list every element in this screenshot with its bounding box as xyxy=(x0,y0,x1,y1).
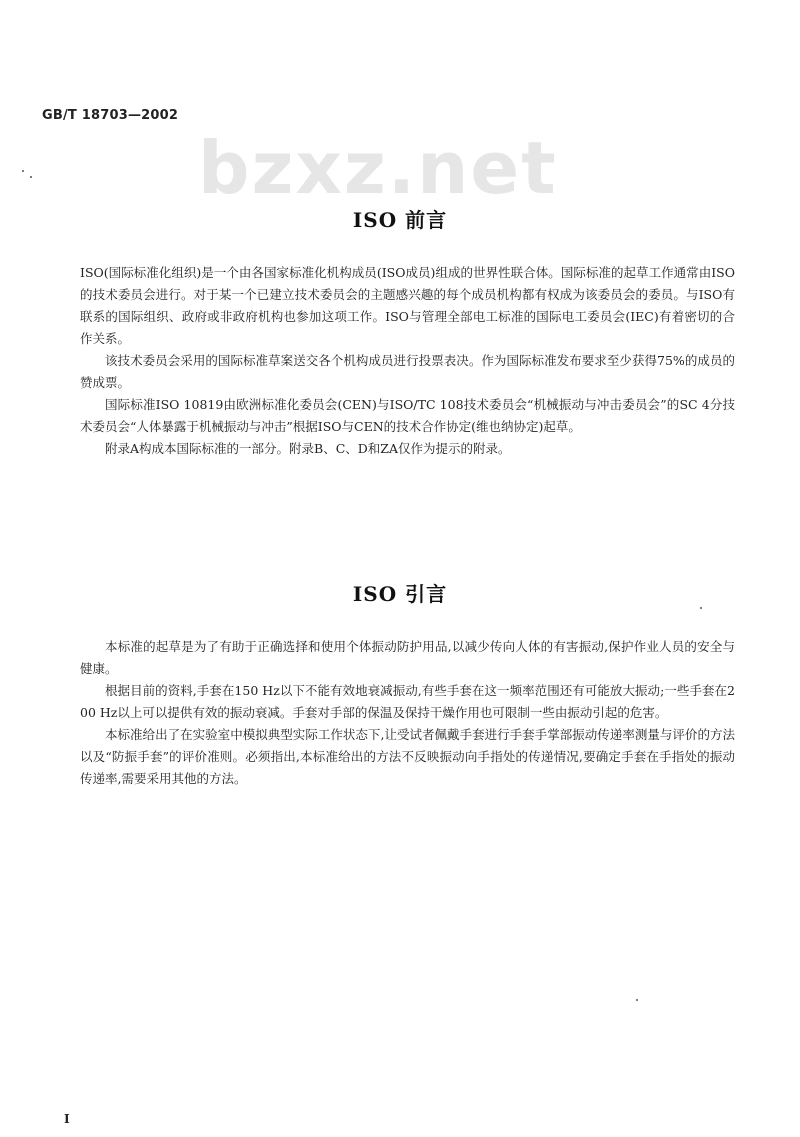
foreword-body xyxy=(80,262,735,460)
scan-speck xyxy=(22,170,24,172)
introduction-paragraph: 本标准的起草是为了有助于正确选择和使用个体振动防护用品,以减少传向人体的有害振动,保护作业人员的安全与健康。 xyxy=(80,639,735,676)
foreword-paragraph: 附录A构成本国际标准的一部分。附录B、C、D和ZA仅作为提示的附录。 xyxy=(105,441,511,456)
foreword-paragraph: ISO(国际标准化组织)是一个由各国家标准化机构成员(ISO成员)组成的世界性联合体。国际标准的起草工作通常由ISO的技术委员会进行。对于某一个已建立技术委员会的主题感兴趣的每个成员机构都有权成为该委员会的委员。与ISO有联系的国际组织、政府或非政府机构也参加这项工作。ISO与管理全部电工标准的国际电工委员会(IEC)有着密切的合作关系。 xyxy=(80,265,735,346)
page-number: I xyxy=(64,1112,70,1126)
scan-speck xyxy=(30,176,32,178)
watermark: bzxz.net xyxy=(198,126,558,210)
introduction-title: ISO 引言 xyxy=(352,582,448,606)
standard-number: GB/T 18703—2002 xyxy=(42,108,179,123)
introduction-paragraph: 本标准给出了在实验室中模拟典型实际工作状态下,让受试者佩戴手套进行手套手掌部振动传递率测量与评价的方法以及“防振手套”的评价准则。必须指出,本标准给出的方法不反映振动向手指处的传递情况,要确定手套在手指处的振动传递率,需要采用其他的方法。 xyxy=(80,727,735,786)
introduction-body xyxy=(80,636,735,790)
introduction-paragraph: 根据目前的资料,手套在150 Hz以下不能有效地衰减振动,有些手套在这一频率范围还有可能放大振动;一些手套在200 Hz以上可以提供有效的振动衰减。手套对手部的保温及保持干燥作用也可限制一些由振动引起的危害。 xyxy=(80,683,735,720)
scan-speck xyxy=(700,607,702,609)
foreword-paragraph: 国际标准ISO 10819由欧洲标准化委员会(CEN)与ISO/TC 108技术委员会“机械振动与冲击委员会”的SC 4分技术委员会“人体暴露于机械振动与冲击”根据ISO与CEN的技术合作协定(维也纳协定)起草。 xyxy=(80,397,735,434)
scan-speck xyxy=(636,999,638,1001)
foreword-paragraph: 该技术委员会采用的国际标准草案送交各个机构成员进行投票表决。作为国际标准发布要求至少获得75%的成员的赞成票。 xyxy=(80,353,735,390)
foreword-title: ISO 前言 xyxy=(352,208,448,232)
